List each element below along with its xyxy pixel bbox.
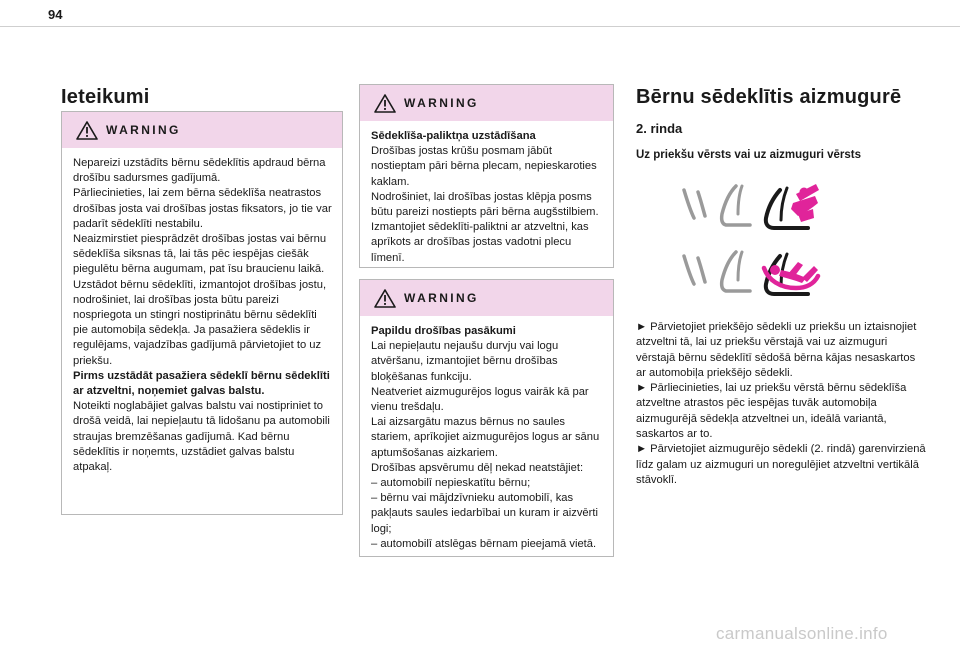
subheading-row-2: 2. rinda bbox=[636, 121, 683, 136]
warning-paragraph: – automobilī atslēgas bērnam pieejamā vietā. bbox=[371, 537, 597, 550]
instruction-paragraph: ► Pārvietojiet aizmugurējo sēdekli (2. rindā) garenvirzienā līdz galam uz aizmuguri un noregulējiet atzveltni vertikālā stāvoklī. bbox=[636, 443, 926, 486]
warning-paragraph: Sēdeklīša-paliktņa uzstādīšana bbox=[371, 130, 536, 142]
section-heading-rear-child-seat: Bērnu sēdeklītis aizmugurē bbox=[636, 86, 902, 108]
watermark: carmanualsonline.info bbox=[716, 624, 888, 643]
warning-paragraph: Nepareizi uzstādīts bērnu sēdeklītis apdraud bērna drošību sadursmes gadījumā. bbox=[73, 157, 326, 185]
warning-paragraph: Izmantojiet sēdeklīti-paliktni ar atzveltni, kas aprīkots ar drošības jostas vadotni plecu līmenī. bbox=[371, 221, 589, 264]
warning-title: WARNING bbox=[106, 123, 181, 137]
warning-body bbox=[360, 316, 613, 558]
warning-paragraph: Pirms uzstādāt pasažiera sēdeklī bērnu sēdeklīti ar atzveltni, noņemiet galvas balstu. bbox=[73, 369, 330, 398]
warning-triangle-icon bbox=[374, 94, 396, 113]
warning-header bbox=[360, 85, 613, 121]
warning-body bbox=[62, 148, 342, 481]
warning-paragraph: Drošības jostas krūšu posmam jābūt nostieptam pāri bērna plecam, nepieskaroties kaklam. bbox=[371, 145, 597, 188]
warning-header bbox=[360, 280, 613, 316]
forward-facing-child-seat-icon bbox=[684, 184, 819, 228]
warning-paragraph: – bērnu vai mājdzīvnieku automobilī, kas pakļauts saules iedarbībai un kuram ir aizvērti logi; bbox=[371, 492, 598, 535]
section-heading-tips: Ieteikumi bbox=[61, 86, 150, 108]
warning-paragraph: Noteikti noglabājiet galvas balstu vai nostipriniet to drošā veidā, lai nepieļautu tā lidošanu pa automobili straujas bremzēšanas gadījumā. Kad bērnu sēdeklītis ir noņemts, uzstādiet galvas balstu atpakaļ. bbox=[73, 400, 330, 474]
warning-paragraph: Papildu drošības pasākumi bbox=[371, 325, 516, 337]
warning-paragraph: Neaizmirstiet piesprādzēt drošības jostas vai bērnu sēdeklīša siksnas tā, lai tās pēc iespējas ciešāk piegulētu bērna augumam, pat īsu braucienu laikā. bbox=[73, 233, 327, 276]
warning-triangle-icon bbox=[76, 121, 98, 140]
instruction-paragraph: ► Pārvietojiet priekšējo sēdekli uz priekšu un iztaisnojiet atzveltni tā, lai uz priekšu vērstajā vai uz aizmuguri vērstajā bērnu sēdeklītī sēdošā bērna kājas nesaskartos ar automobiļa priekšējo sēdekli. bbox=[636, 321, 917, 379]
warning-paragraph: Drošības apsvērumu dēļ nekad neatstājiet: bbox=[371, 461, 584, 474]
subheading-orientation: Uz priekšu vērsts vai uz aizmuguri vērsts bbox=[636, 149, 861, 161]
warning-triangle-icon bbox=[374, 289, 396, 308]
warning-box-installation bbox=[61, 111, 343, 515]
top-divider bbox=[0, 26, 960, 27]
warning-header bbox=[62, 112, 342, 148]
child-seat-illustration bbox=[676, 178, 826, 304]
warning-paragraph: Pārliecinieties, lai zem bērna sēdeklīša neatrastos drošības josta vai drošības jostas fiksators, jo tie var padarīt sēdeklīti nestabilu. bbox=[73, 187, 332, 230]
right-column-instructions bbox=[636, 320, 926, 488]
warning-body bbox=[360, 121, 613, 272]
rear-facing-child-seat-icon bbox=[684, 252, 818, 294]
warning-title: WARNING bbox=[404, 291, 479, 305]
warning-paragraph: Nodrošiniet, lai drošības jostas klēpja posms būtu pareizi nostiepts pāri bērna augšstilbiem. bbox=[371, 190, 599, 219]
warning-paragraph: Lai nepieļautu nejaušu durvju vai logu atvēršanu, izmantojiet bērnu drošības bloķēšanas funkciju. bbox=[371, 340, 559, 383]
warning-box-precautions bbox=[359, 279, 614, 557]
warning-paragraph: Neatveriet aizmugurējos logus vairāk kā par vienu trešdaļu. bbox=[371, 385, 589, 414]
warning-paragraph: – automobilī nepieskatītu bērnu; bbox=[371, 477, 531, 490]
instruction-paragraph: ► Pārliecinieties, lai uz priekšu vērstā bērnu sēdeklīša atzveltne atrastos pēc iespējas tuvāk automobiļa aizmugurējā sēdekļa atzveltnei un, ideālā variantā, saskartos ar to. bbox=[636, 382, 907, 441]
warning-box-booster bbox=[359, 84, 614, 268]
warning-paragraph: Uzstādot bērnu sēdeklīti, izmantojot drošības jostu, nodrošiniet, lai drošības josta būtu pareizi nospriegota un stingri nostiprinātu bērnu sēdeklīti pie automobiļa sēdekļa. Ja pasažiera sēdeklis ir regulējams, vajadzības gadījumā pārvietojiet to uz priekšu. bbox=[73, 278, 327, 367]
warning-paragraph: Lai aizsargātu mazus bērnus no saules stariem, aprīkojiet aizmugurējos logus ar sānu aptumšošanas aizkariem. bbox=[371, 416, 600, 459]
page-number: 94 bbox=[48, 7, 63, 22]
warning-title: WARNING bbox=[404, 96, 479, 110]
